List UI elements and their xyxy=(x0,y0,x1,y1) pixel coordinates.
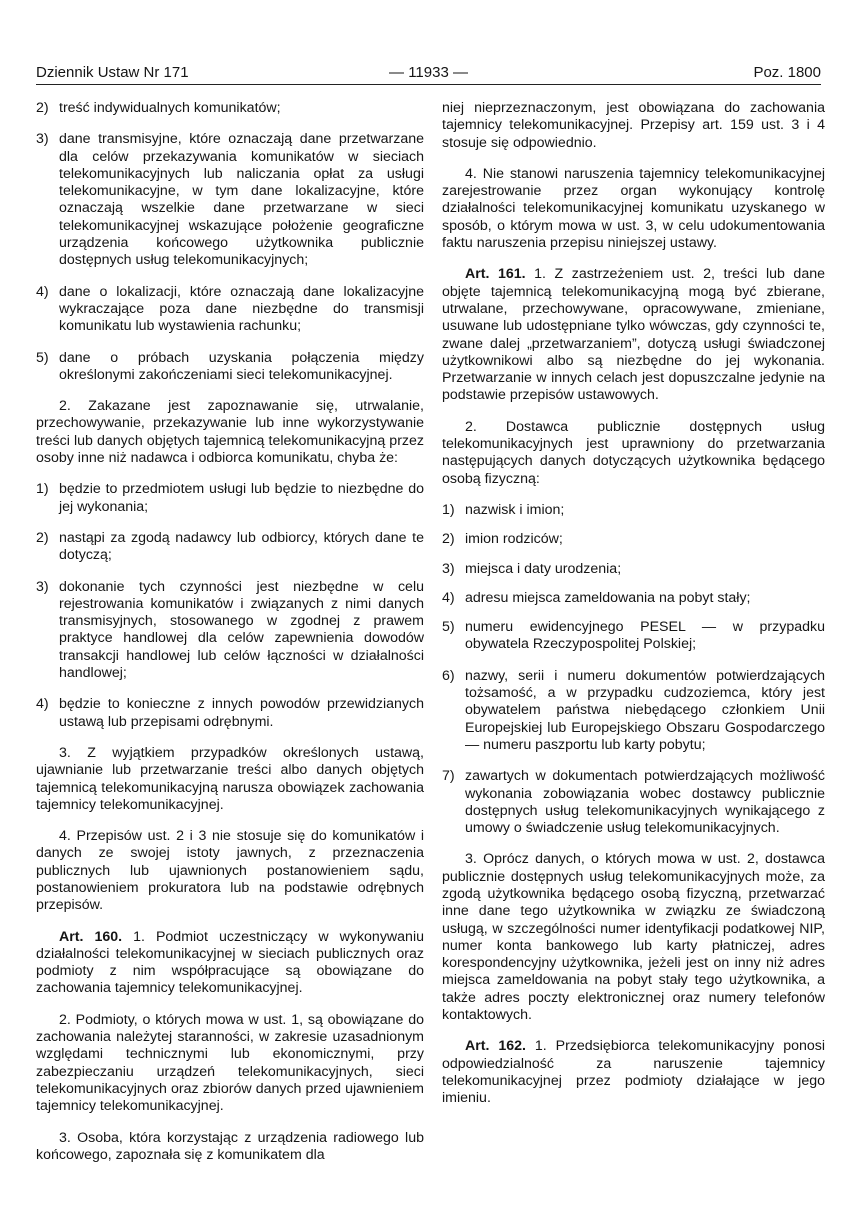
list-item xyxy=(442,590,825,607)
item-text: będzie to przedmiotem usługi lub będzie to niezbędne do jej wykonania; xyxy=(59,481,424,515)
item-text: dane transmisyjne, które oznaczają dane przetwarzane dla celów przekazywania komunikatów w sieciach telekomunikacyjnych lub naliczania opłat za usługi telekomunikacyjne, w tym dane lokalizacyjne, które oznaczają wszelkie dane przetwarzane w sieci telekomunikacyjnej wskazujące położenie geograficzne urządzenia końcowego użytkownika publicznie dostępnych usług telekomunikacyjnych; xyxy=(59,131,424,269)
item-number: 3) xyxy=(36,131,49,148)
item-text: dane o lokalizacji, które oznaczają dane lokalizacyjne wykraczające poza dane niezbędne do transmisji komunikatu lub wystawienia rachunku; xyxy=(59,283,424,335)
list-item xyxy=(442,619,825,654)
list-item xyxy=(36,350,424,385)
item-number: 7) xyxy=(442,768,455,785)
item-text: treść indywidualnych komunikatów; xyxy=(59,100,281,116)
article-160 xyxy=(36,929,424,998)
article-label: Art. 162. xyxy=(465,1038,526,1055)
article-text: 1. Podmiot uczestniczący w wykonywaniu działalności telekomunikacyjnej w sieciach publicznych oraz podmioty z nim współpracujące są obowiązane do zachowania tajemnicy telekomunikacyjnej. xyxy=(36,928,424,997)
item-number: 3) xyxy=(442,560,455,577)
paragraph: 2. Podmioty, o których mowa w ust. 1, są obowiązane do zachowania należytej staranności, w zakresie uzasadnionym względami technicznymi lub ekonomicznymi, przy zabezpieczaniu urządzeń telekomunikacyjnych, sieci telekomunikacyjnych oraz zbiorów danych przed ujawnieniem tajemnicy telekomunikacyjnej. xyxy=(36,1011,424,1115)
item-text: miejsca i daty urodzenia; xyxy=(465,560,622,577)
item-text: nazwy, serii i numeru dokumentów potwierdzających tożsamość, a w przypadku cudzoziemca, który jest obywatelem państwa niebędącego członkiem Unii Europejskiej lub Europejskiego Obszaru Gospodarczego — numeru paszportu lub karty pobytu; xyxy=(465,667,825,753)
item-text: dokonanie tych czynności jest niezbędne w celu rejestrowania komunikatów i związanych z nimi danych transmisyjnych, stosowanego w zgodnej z prawem praktyce handlowej dla celów zapewnienia dowodów transakcji handlowej lub celów łączności w działalności handlowej; xyxy=(59,578,424,682)
list-item xyxy=(442,531,825,548)
item-number: 2) xyxy=(36,529,49,546)
paragraph-continuation: niej nieprzeznaczonym, jest obowiązana do zachowania tajemnicy telekomunikacyjnej. Przepisy art. 159 ust. 3 i 4 stosuje się odpowiednio. xyxy=(442,100,825,151)
item-number: 5) xyxy=(442,619,455,636)
header-rule xyxy=(36,84,821,85)
list-item xyxy=(442,768,825,837)
item-number: 5) xyxy=(36,349,49,366)
list-item xyxy=(442,561,825,578)
item-number: 4) xyxy=(36,283,49,300)
list-item xyxy=(36,284,424,336)
item-number: 2) xyxy=(36,100,49,116)
list-item xyxy=(36,579,424,683)
item-text: imion rodziców; xyxy=(465,531,563,548)
paragraph: 2. Zakazane jest zapoznawanie się, utrwalanie, przechowywanie, przekazywanie lub inne wykorzystywanie treści lub danych objętych tajemnicą telekomunikacyjną przez osoby inne niż nadawca i odbiorca komunikatu, chyba że: xyxy=(36,398,424,467)
paragraph: 3. Oprócz danych, o których mowa w ust. 2, dostawca publicznie dostępnych usług telekomunikacyjnych może, za zgodą użytkownika będącego osobą fizyczną, przetwarzać inne dane tego użytkownika w związku ze świadczoną usługą, w szczególności numer identyfikacji podatkowej NIP, numer konta bankowego lub karty płatniczej, adres korespondencyjny użytkownika, jeżeli jest on inny niż adres miejsca zameldowania na pobyt stały tego użytkownika, a także adres poczty elektronicznej oraz numery telefonów kontaktowych. xyxy=(442,851,825,1024)
item-number: 3) xyxy=(36,578,49,595)
paragraph: 2. Dostawca publicznie dostępnych usług telekomunikacyjnych jest uprawniony do przetwarzania następujących danych dotyczących użytkownika będącego osobą fizyczną: xyxy=(442,418,825,487)
item-text: nastąpi za zgodą nadawcy lub odbiorcy, których dane te dotyczą; xyxy=(59,529,424,564)
left-column xyxy=(36,100,424,1178)
item-number: 4) xyxy=(36,696,49,713)
article-label: Art. 160. xyxy=(59,928,123,945)
article-text: 1. Przedsiębiorca telekomunikacyjny ponosi odpowiedzialność za naruszenie tajemnicy telekomunikacyjnej przez podmioty działające w jego imieniu. xyxy=(442,1038,825,1107)
item-number: 4) xyxy=(442,589,455,606)
item-number: 1) xyxy=(36,481,49,498)
right-column xyxy=(442,100,825,1122)
item-text: będzie to konieczne z innych powodów przewidzianych ustawą lub przepisami odrębnymi. xyxy=(59,696,424,730)
journal-title: Dziennik Ustaw Nr 171 xyxy=(36,64,189,81)
list-item xyxy=(36,481,424,516)
item-text: zawartych w dokumentach potwierdzających możliwość wykonania zobowiązania wobec dostawcy publicznie dostępnych usług telekomunikacyjnych wynikającego z umowy o świadczenie usług telekomunikacyjnych. xyxy=(465,768,825,837)
item-text: nazwisk i imion; xyxy=(465,501,565,518)
item-number: 1) xyxy=(442,501,455,518)
item-number: 2) xyxy=(442,531,455,548)
list-item xyxy=(36,100,424,117)
item-number: 6) xyxy=(442,667,455,684)
list-item xyxy=(36,131,424,269)
item-text: numeru ewidencyjnego PESEL — w przypadku obywatela Rzeczypospolitej Polskiej; xyxy=(465,619,825,653)
article-162 xyxy=(442,1038,825,1107)
paragraph: 3. Osoba, która korzystając z urządzenia radiowego lub końcowego, zapoznała się z komunikatem dla xyxy=(36,1129,424,1163)
paragraph: 3. Z wyjątkiem przypadków określonych ustawą, ujawnianie lub przetwarzanie treści albo danych objętych tajemnicą telekomunikacyjną narusza obowiązek zachowania tajemnicy telekomunikacyjnej. xyxy=(36,744,424,813)
article-161 xyxy=(442,266,825,404)
position-number: Poz. 1800 xyxy=(753,64,821,81)
item-text: adresu miejsca zameldowania na pobyt stały; xyxy=(465,589,751,606)
page-header xyxy=(36,64,821,84)
article-text: 1. Z zastrzeżeniem ust. 2, treści lub dane objęte tajemnicą telekomunikacyjną mogą być zbierane, utrwalane, przechowywane, opracowywane, zmieniane, usuwane lub udostępniane tylko wówczas, gdy czynności te, zwane dalej „przetwarzaniem”, dotyczą usługi świadczonej użytkownikowi albo są niezbędne do jej wykonania. Przetwarzanie w innych celach jest dopuszczalne jedynie na podstawie przepisów ustawowych. xyxy=(442,266,825,404)
page-number: — 11933 — xyxy=(389,64,468,81)
list-item xyxy=(36,696,424,731)
list-item xyxy=(442,668,825,754)
paragraph: 4. Nie stanowi naruszenia tajemnicy telekomunikacyjnej zarejestrowanie przez organ wykonujący kontrolę działalności telekomunikacyjnej komunikatu uzyskanego w sposób, o którym mowa w ust. 3, w celu udokumentowania faktu naruszenia przepisu niniejszej ustawy. xyxy=(442,165,825,252)
paragraph: 4. Przepisów ust. 2 i 3 nie stosuje się do komunikatów i danych ze swojej istoty jawnych, z przeznaczenia publicznych lub ujawnionych postanowieniem sądu, postanowieniem prokuratora lub na podstawie odrębnych przepisów. xyxy=(36,828,424,914)
list-item xyxy=(442,502,825,519)
list-item xyxy=(36,530,424,565)
article-label: Art. 161. xyxy=(465,266,526,283)
item-text: dane o próbach uzyskania połączenia między określonymi zakończeniami sieci telekomunikacyjnej. xyxy=(59,349,424,383)
